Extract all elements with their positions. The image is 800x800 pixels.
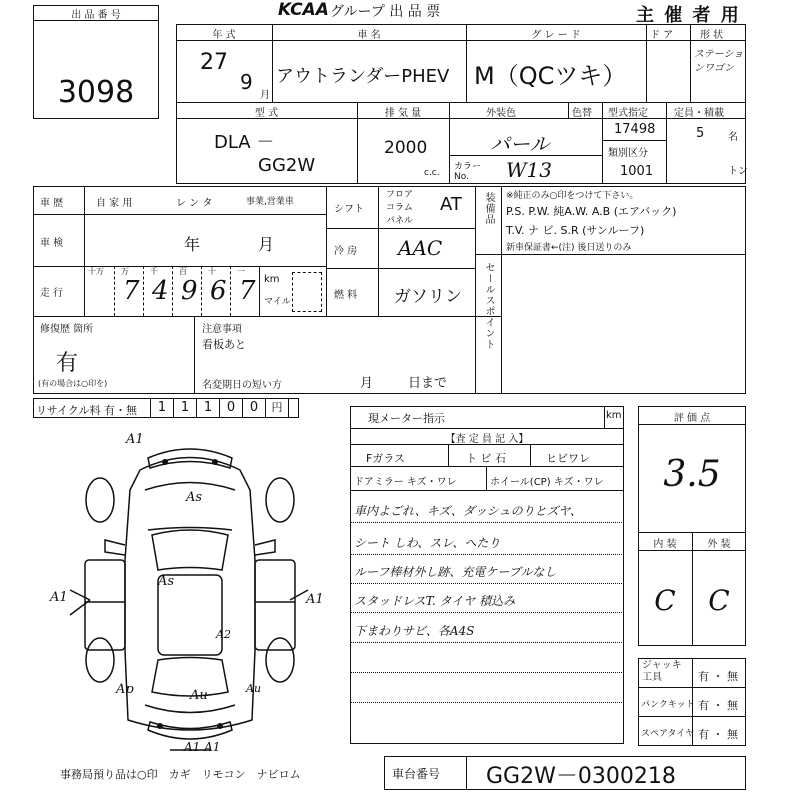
shape-value: ステーションワゴン bbox=[694, 49, 744, 74]
mile-label: マイル bbox=[264, 297, 291, 307]
puncture-label: パンクキット bbox=[641, 700, 695, 710]
lot-label: 出 品 番 号 bbox=[71, 10, 121, 21]
class-value: 1001 bbox=[620, 164, 654, 179]
fuel-label: 燃 料 bbox=[334, 290, 358, 301]
repair-label: 修復歴 箇所 bbox=[40, 324, 94, 335]
displacement-unit: c.c. bbox=[424, 168, 440, 178]
mark-au1: Au bbox=[190, 688, 208, 703]
shift-opt-column: コラム bbox=[386, 203, 413, 213]
equip-line3: 新車保証書←(注) 後日送りのみ bbox=[506, 243, 632, 253]
recycle-digit: 0 bbox=[242, 398, 265, 418]
meter-unit: km bbox=[606, 410, 622, 421]
inspection-month: 月 bbox=[258, 235, 275, 254]
name-change-label: 名変期日の短い方 bbox=[202, 380, 282, 391]
interior-label: 内 装 bbox=[653, 539, 677, 550]
wheel-label: ホイール(CP) キズ・ワレ bbox=[490, 477, 604, 488]
exterior-label: 外 装 bbox=[707, 539, 731, 550]
recycle-unit: 円 bbox=[265, 398, 289, 418]
inspection-label: 車 検 bbox=[40, 238, 64, 249]
name-change-day: 日まで bbox=[408, 376, 448, 391]
remark-line: シート しわ、スレ、へたり bbox=[354, 536, 501, 550]
hibi-label: ヒビワレ bbox=[546, 452, 590, 465]
office-items: 事務局預り品は○印 カギ リモコン ナビロム bbox=[60, 768, 301, 781]
meter-label: 現メーター指示 bbox=[368, 412, 445, 425]
name-change-month: 月 bbox=[360, 376, 374, 391]
year-value: 27 bbox=[200, 50, 228, 75]
remark-line: 車内よごれ、キズ、ダッシュのりとズヤ、 bbox=[354, 504, 582, 518]
car-name: アウトランダーPHEV bbox=[276, 66, 450, 87]
unit-10k: 万 bbox=[121, 267, 129, 276]
mileage-digits bbox=[86, 266, 260, 316]
org-logo: KCAA bbox=[278, 0, 329, 20]
unit-1k: 千 bbox=[150, 267, 158, 276]
unit-1: 一 bbox=[237, 267, 245, 276]
chassis-number: GG2W－0300218 bbox=[486, 764, 676, 789]
jack-label: ジャッキ工具 bbox=[642, 660, 682, 683]
inspector-label: 【査 定 員 記 入】 bbox=[445, 434, 529, 445]
digit-10k: 7 bbox=[123, 276, 140, 306]
f-glass-label: Fガラス bbox=[366, 452, 405, 465]
history-opt1: 自 家 用 bbox=[96, 198, 133, 209]
chassis-label: 車台番号 bbox=[392, 767, 441, 781]
unit-10: 十 bbox=[208, 267, 216, 276]
host-label: 主 催 者 用 bbox=[636, 5, 741, 26]
tobi-label: ト ビ 石 bbox=[466, 452, 506, 465]
door-label: ド ア bbox=[650, 30, 674, 41]
model-spec: 17498 bbox=[614, 122, 656, 137]
digit-1k: 4 bbox=[152, 276, 169, 306]
mile-box bbox=[292, 272, 322, 312]
recycle-digit: 0 bbox=[219, 398, 242, 418]
history-opt3: 事業,営業車 bbox=[246, 197, 294, 207]
remark-line: スタッドレスT. タイヤ 積込み bbox=[354, 594, 516, 608]
color-change-label: 色替 bbox=[572, 108, 592, 119]
class-label: 類別区分 bbox=[608, 148, 648, 159]
recycle-digit: 1 bbox=[173, 398, 196, 418]
notes-value: 看板あと bbox=[202, 338, 246, 351]
lot-number: 3098 bbox=[57, 75, 135, 110]
capacity-unit: 名 bbox=[728, 132, 738, 143]
color-no-label: カラー No. bbox=[454, 162, 482, 182]
ac-value: AAC bbox=[398, 236, 443, 260]
remark-line: 下まわりサビ、各A4S bbox=[354, 624, 475, 638]
exterior-color: パール bbox=[490, 132, 550, 156]
equip-line1: P.S. P.W. 純A.W. A.B (エアバック) bbox=[506, 205, 677, 218]
recycle-digits bbox=[150, 398, 289, 418]
door-mirror-label: ドアミラー キズ・ワレ bbox=[354, 477, 457, 488]
unit-100: 百 bbox=[179, 267, 187, 276]
shift-value: AT bbox=[440, 194, 462, 215]
capacity-label: 定員・積載 bbox=[674, 108, 724, 119]
month-unit: 月 bbox=[260, 90, 270, 101]
mark-a1-bottom: A1 A1 bbox=[184, 740, 221, 754]
repair-note: (有の場合は○印を) bbox=[38, 379, 108, 388]
equip-line2: T.V. ナ ビ. S.R (サンルーフ) bbox=[506, 224, 645, 237]
mark-au2: Au bbox=[246, 682, 262, 695]
mark-a1-left: A1 bbox=[50, 590, 68, 605]
score-label: 評 価 点 bbox=[673, 413, 711, 424]
recycle-label: リサイクル料 有・無 bbox=[36, 404, 137, 417]
exterior-label: 外装色 bbox=[486, 108, 516, 119]
grade-value: M（QCツキ） bbox=[474, 62, 627, 90]
fuel-value: ガソリン bbox=[394, 287, 462, 307]
interior-score: C bbox=[654, 584, 676, 617]
month-value: 9 bbox=[240, 70, 253, 94]
car-label: 車 名 bbox=[357, 30, 381, 41]
mark-a1-right: A1 bbox=[306, 592, 324, 607]
model-label: 型 式 bbox=[254, 108, 279, 119]
capacity-value: 5 bbox=[696, 126, 705, 141]
digit-1: 7 bbox=[239, 276, 256, 306]
mark-as-hood: As bbox=[186, 490, 203, 505]
km-label: km bbox=[264, 274, 280, 285]
model-prefix: DLA － bbox=[214, 132, 275, 153]
mark-ap: Ap bbox=[116, 682, 134, 697]
equip-label: 装備品 bbox=[483, 192, 494, 225]
shift-opt-floor: フロア bbox=[386, 190, 414, 200]
shift-opt-panel: パネル bbox=[386, 216, 414, 226]
spare-label: スペアタイヤ bbox=[641, 729, 695, 739]
spare-yesno: 有 ・ 無 bbox=[698, 728, 738, 741]
color-no: W13 bbox=[506, 158, 553, 182]
grade-label: グ レ ー ド bbox=[531, 30, 581, 41]
ac-label: 冷 房 bbox=[334, 246, 358, 257]
mark-as-roof: As bbox=[158, 574, 175, 589]
org-title: グループ 出 品 票 bbox=[330, 4, 441, 20]
recycle-digit: 1 bbox=[150, 398, 173, 418]
year-label: 年 式 bbox=[212, 30, 236, 41]
displacement-label: 排 気 量 bbox=[384, 108, 422, 119]
history-label: 車 歴 bbox=[40, 198, 64, 209]
mark-a2: A2 bbox=[216, 628, 231, 641]
digit-100: 9 bbox=[181, 276, 198, 306]
puncture-yesno: 有 ・ 無 bbox=[698, 699, 738, 712]
model-spec-label: 型式指定 bbox=[608, 108, 648, 119]
jack-yesno: 有 ・ 無 bbox=[698, 670, 738, 683]
digit-10: 6 bbox=[210, 276, 227, 306]
score-value: 3.5 bbox=[663, 454, 721, 495]
remark-line: ルーフ棒材外し跡、充電ケーブルなし bbox=[354, 565, 557, 579]
shape-label: 形 状 bbox=[700, 30, 724, 41]
notes-label: 注意事項 bbox=[202, 324, 242, 335]
exterior-score: C bbox=[708, 584, 730, 617]
sales-point-label: セールスポイント bbox=[483, 262, 494, 350]
unit-100k: 十万 bbox=[88, 267, 104, 276]
inspection-year: 年 bbox=[184, 235, 201, 254]
mark-a1-top: A1 bbox=[126, 432, 144, 447]
repair-value: 有 bbox=[56, 351, 79, 376]
shift-label: シフト bbox=[334, 204, 364, 215]
mileage-label: 走 行 bbox=[40, 288, 64, 299]
recycle-digit: 1 bbox=[196, 398, 219, 418]
car-diagram bbox=[40, 430, 340, 770]
load-unit: トン bbox=[728, 166, 748, 177]
equip-note: ※純正のみ○印をつけて下さい。 bbox=[506, 191, 639, 201]
history-opt2: レ ン タ bbox=[176, 198, 213, 209]
displacement-value: 2000 bbox=[384, 138, 428, 158]
model-code: GG2W bbox=[258, 155, 316, 176]
